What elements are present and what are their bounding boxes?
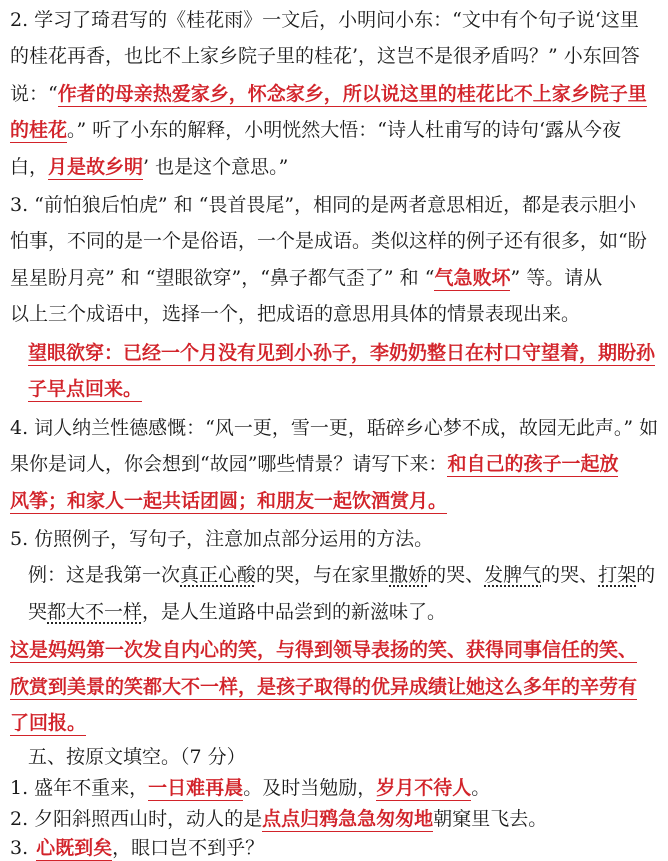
dotted-phrase-5: 都大不一样 (47, 601, 143, 623)
section5-heading: 五、按原文填空。（7 分） (28, 746, 246, 768)
fill-answer-2: 岁月不待人 (376, 777, 472, 799)
q3-line-2: 怕事，不同的是一个是俗语，一个是成语。类似这样的例子还有很多，如“盼 (10, 230, 647, 252)
fill-answer-4: 心既到矣 (36, 837, 113, 859)
q5-example-line-1: 例：这是我第一次真正心酸的哭，与在家里撒娇的哭、发脾气的哭、打架的 (28, 564, 656, 586)
q2-answer-part2: 的桂花 (10, 119, 68, 141)
q5-answer-line-2: 欣赏到美景的笑都大不一样，是孩子取得的优异成绩让她这么多年的辛劳有 (10, 676, 638, 698)
q5-line-1: 5. 仿照例子，写句子，注意加点部分运用的方法。 (10, 528, 434, 550)
section5-item-3: 3. 心既到矣，眼口岂不到乎？ (10, 837, 265, 859)
q5-answer-line-3: 了回报。 (10, 712, 87, 734)
section5-item-2: 2. 夕阳斜照西山时，动人的是点点归鸦急急匆匆地朝窠里飞去。 (10, 808, 548, 830)
q2-line-1: 2. 学习了琦君写的《桂花雨》一文后，小明问小东：“文中有个句子说‘这里 (10, 9, 639, 31)
q4-answer-part1: 和自己的孩子一起放 (447, 453, 619, 475)
dotted-phrase-1: 真正心酸 (180, 564, 257, 586)
q3-line-3: 星星盼月亮” 和 “望眼欲穿”，“鼻子都气歪了” 和 “气急败坏” 等。请从 (10, 267, 603, 289)
fill-answer-3: 点点归鸦急急匆匆地 (262, 808, 434, 830)
q2-answer-part1: 作者的母亲热爱家乡，怀念家乡，所以说这里的桂花比不上家乡院子里 (57, 83, 647, 105)
dotted-phrase-2: 撒娇 (389, 564, 428, 586)
q2-line-3: 说：“作者的母亲热爱家乡，怀念家乡，所以说这里的桂花比不上家乡院子里 (10, 83, 647, 105)
q4-line-2: 果你是词人，你会想到“故园”哪些情景？请写下来：和自己的孩子一起放 (10, 453, 619, 475)
q3-answer-line-2: 子早点回来。 (28, 378, 143, 400)
q3-idiom-answer: 气急败坏 (434, 267, 511, 289)
q5-answer-line-1: 这是妈妈第一次发自内心的笑，与得到领导表扬的笑、获得同事信任的笑、 (10, 639, 638, 661)
dotted-phrase-3: 发脾气 (484, 564, 542, 586)
q4-line-3 (10, 489, 650, 513)
q3-answer-line-1: 望眼欲穿：已经一个月没有见到小孙子，李奶奶整日在村口守望着，期盼孙 (28, 342, 656, 364)
q4-answer-part2: 风筝；和家人一起共话团圆；和朋友一起饮酒赏月。 (10, 490, 448, 512)
q2-line-4: 的桂花。” 听了小东的解释，小明恍然大悟：“诗人杜甫写的诗句‘露从今夜 (10, 119, 622, 141)
q3-line-4: 以上三个成语中，选择一个，把成语的意思用具体的情景表现出来。 (10, 303, 581, 325)
q4-line-1: 4. 词人纳兰性德感慨：“风一更，雪一更，聒碎乡心梦不成，故园无此声。” 如 (10, 417, 659, 439)
q2-line-5: 白，月是故乡明’ 也是这个意思。” (10, 156, 289, 178)
q3-line-1: 3. “前怕狼后怕虎” 和 “畏首畏尾”，相同的是两者意思相近，都是表示胆小 (10, 194, 637, 216)
q2-poem-answer: 月是故乡明 (48, 156, 144, 178)
fill-answer-1: 一日难再晨 (148, 777, 244, 799)
section5-item-1: 1. 盛年不重来，一日难再晨。及时当勉励，岁月不待人。 (10, 777, 491, 799)
q5-example-line-2: 哭都大不一样，是人生道路中品尝到的新滋味了。 (28, 601, 447, 623)
dotted-phrase-4: 打架 (598, 564, 637, 586)
q2-line-2: 的桂花再香，也比不上家乡院子里的桂花’，这岂不是很矛盾吗？” 小东回答 (10, 45, 640, 67)
